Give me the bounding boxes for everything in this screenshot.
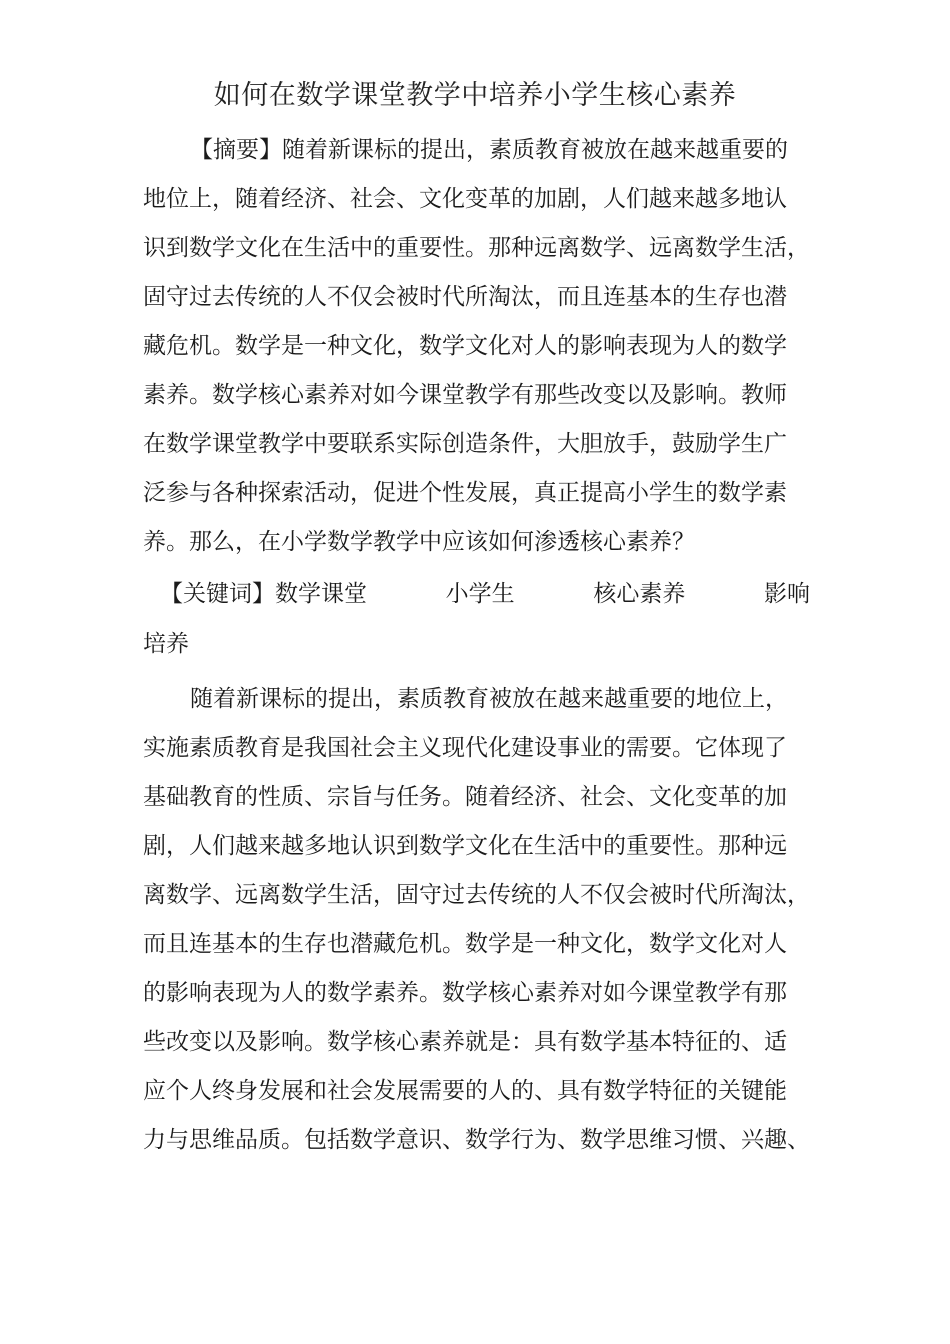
body-line: 随着新课标的提出，素质教育被放在越来越重要的地位上， — [190, 686, 788, 712]
abstract-line: 养。那么，在小学数学教学中应该如何渗透核心素养？ — [143, 529, 695, 555]
abstract-line: 固守过去传统的人不仅会被时代所淘汰，而且连基本的生存也潜 — [143, 284, 787, 310]
abstract-line: 识到数学文化在生活中的重要性。那种远离数学、远离数学生活， — [143, 235, 810, 261]
body-line: 的影响表现为人的数学素养。数学核心素养对如今课堂教学有那 — [143, 980, 787, 1006]
keywords-label: 【关键词】数学课堂 — [160, 581, 367, 607]
document-title: 如何在数学课堂教学中培养小学生核心素养 — [213, 80, 737, 111]
abstract-line: 地位上，随着经济、社会、文化变革的加剧，人们越来越多地认 — [143, 186, 787, 212]
keywords-continuation: 培养 — [143, 631, 189, 657]
keyword-item: 核心素养 — [593, 581, 686, 607]
body-line: 应个人终身发展和社会发展需要的人的、具有数学特征的关键能 — [143, 1078, 787, 1104]
body-line: 剧，人们越来越多地认识到数学文化在生活中的重要性。那种远 — [143, 833, 787, 859]
abstract-line: 素养。数学核心素养对如今课堂教学有那些改变以及影响。教师 — [143, 382, 787, 408]
keyword-item: 小学生 — [445, 581, 515, 607]
body-line: 实施素质教育是我国社会主义现代化建设事业的需要。它体现了 — [143, 735, 787, 761]
body-line: 力与思维品质。包括数学意识、数学行为、数学思维习惯、兴趣、 — [143, 1127, 810, 1153]
body-line: 些改变以及影响。数学核心素养就是：具有数学基本特征的、适 — [143, 1029, 787, 1055]
keywords-row — [160, 578, 810, 610]
abstract-line: 泛参与各种探索活动，促进个性发展，真正提高小学生的数学素 — [143, 480, 787, 506]
abstract-line: 在数学课堂教学中要联系实际创造条件，大胆放手，鼓励学生广 — [143, 431, 787, 457]
keyword-item: 影响 — [763, 581, 810, 607]
body-line: 离数学、远离数学生活，固守过去传统的人不仅会被时代所淘汰， — [143, 882, 810, 908]
abstract-line: 【摘要】随着新课标的提出，素质教育被放在越来越重要的 — [190, 137, 788, 163]
body-line: 基础教育的性质、宗旨与任务。随着经济、社会、文化变革的加 — [143, 784, 787, 810]
body-line: 而且连基本的生存也潜藏危机。数学是一种文化，数学文化对人 — [143, 931, 787, 957]
abstract-line: 藏危机。数学是一种文化，数学文化对人的影响表现为人的数学 — [143, 333, 787, 359]
